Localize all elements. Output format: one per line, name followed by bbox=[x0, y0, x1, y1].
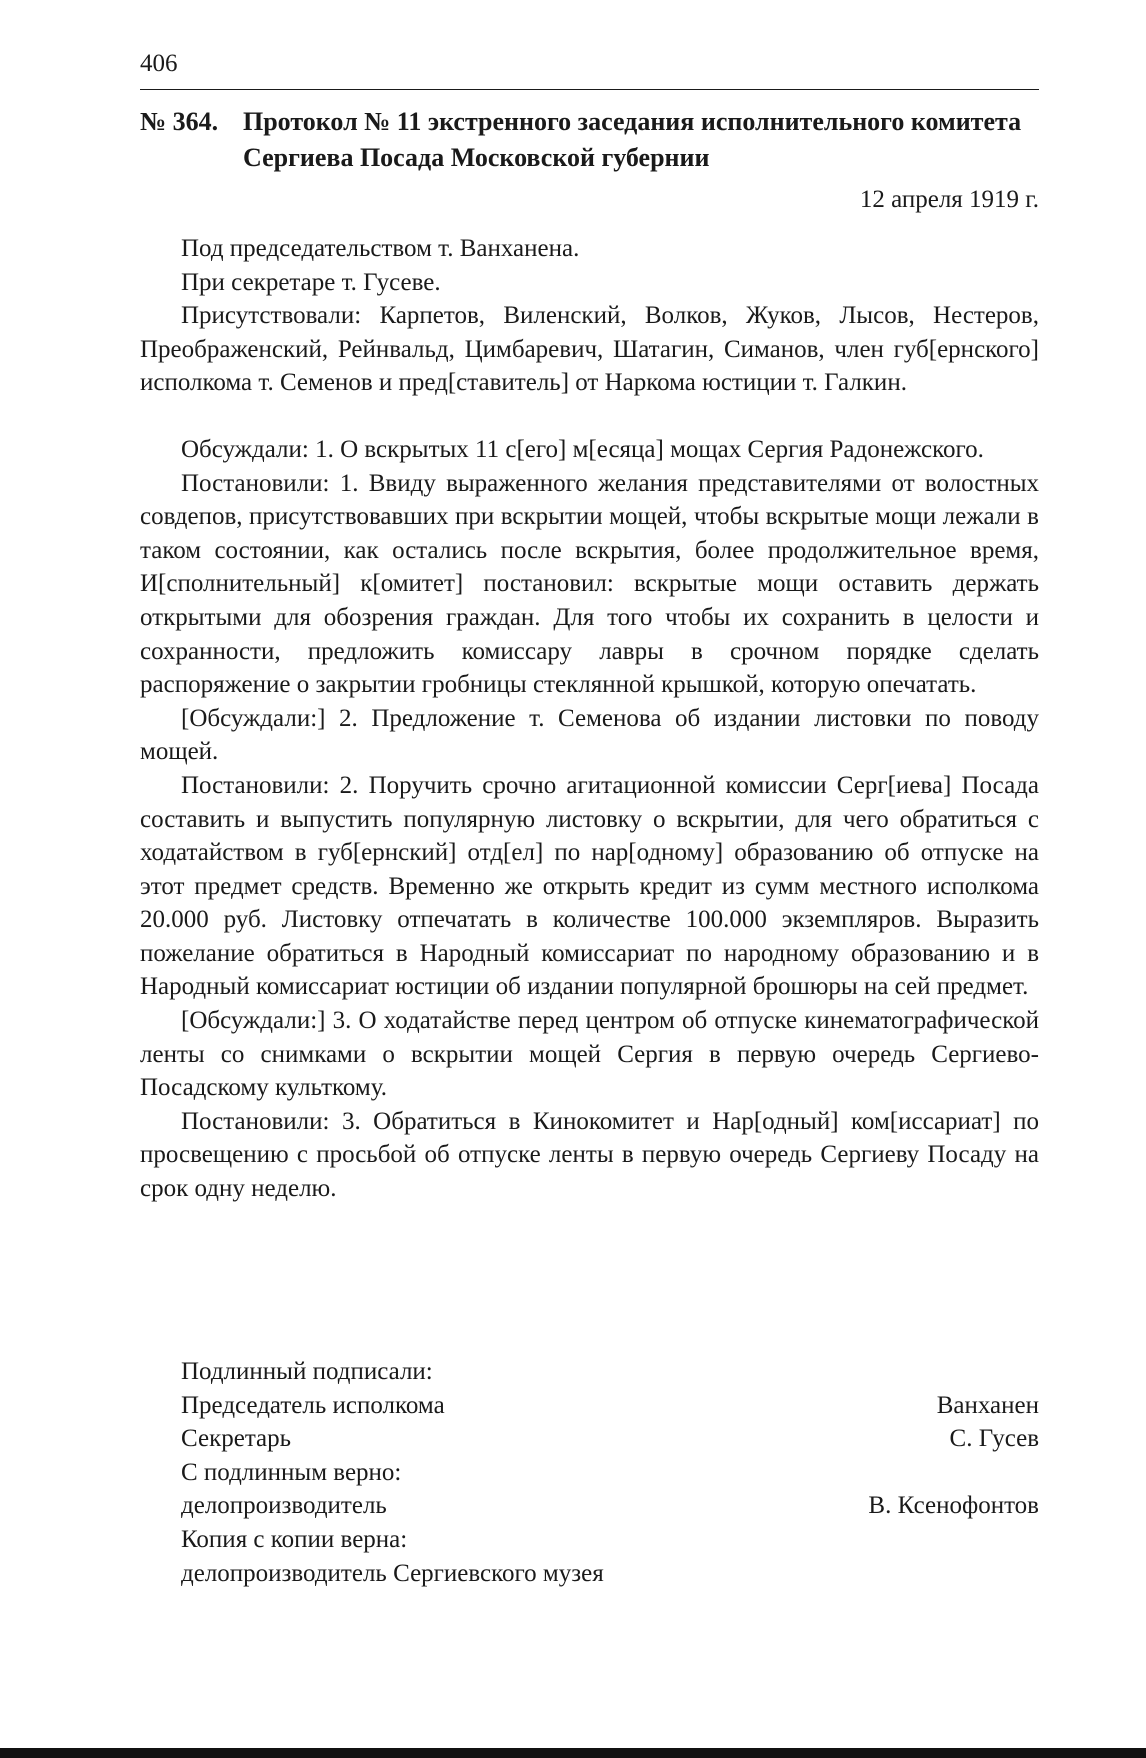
signature-label: делопроизводитель Сергиевского музея bbox=[181, 1559, 604, 1587]
secretary-line: При секретаре т. Гусеве. bbox=[181, 268, 441, 296]
signature-label: делопроизводитель bbox=[181, 1492, 387, 1520]
document-date: 12 апреля 1919 г. bbox=[859, 186, 1039, 213]
resolved-item-3: Постановили: 3. Обратиться в Кинокомитет и Нар[одный] ком[иссариат] по просвещению с просьбой об отпуске ленты в первую очередь Сергиеву Посаду на срок одну неделю. bbox=[140, 1107, 1039, 1203]
signature-row bbox=[181, 1557, 1039, 1591]
discussed-item-3: [Обсуждали:] 3. О ходатайстве перед центром об отпуске кинематографической ленты со снимками о вскрытии мощей Сергия в первую очередь Сергиево-Посадскому культкому. bbox=[140, 1007, 1039, 1102]
signature-row bbox=[181, 1389, 1039, 1423]
signature-name: В. Ксенофонтов bbox=[868, 1492, 1039, 1520]
signature-label: Председатель исполкома bbox=[181, 1391, 445, 1419]
document-number: № 364. bbox=[140, 107, 219, 136]
attendees-paragraph: Присутствовали: Карпетов, Виленский, Волков, Жуков, Лысов, Нестеров, Преображенский, Рейнвальд, Цимбаревич, Шатагин, Симанов, член губ[ернского] исполкома т. Семенов и пред[ставитель] от Наркома юстиции т. Галкин. bbox=[140, 302, 1039, 397]
discussed-item-2: [Обсуждали:] 2. Предложение т. Семенова об издании листовки по поводу мощей. bbox=[140, 704, 1039, 766]
discussed-item-1: Обсуждали: 1. О вскрытых 11 с[его] м[есяца] мощах Сергия Радонежского. bbox=[181, 435, 984, 463]
paragraph-gap bbox=[140, 400, 1039, 433]
signature-label: Подлинный подписали: bbox=[181, 1358, 433, 1385]
signature-row bbox=[181, 1355, 1039, 1389]
document-body bbox=[140, 232, 1039, 1206]
signature-block bbox=[181, 1355, 1039, 1590]
signature-name: С. Гусев bbox=[949, 1425, 1039, 1453]
signature-row bbox=[181, 1523, 1039, 1557]
signature-row bbox=[181, 1422, 1039, 1456]
signature-label: Секретарь bbox=[181, 1425, 292, 1453]
page-number: 406 bbox=[140, 50, 178, 77]
resolved-item-2: Постановили: 2. Поручить срочно агитационной комиссии Серг[иева] Посада составить и выпустить популярную листовку о вскрытии, для чего обратиться с ходатайством в губ[ернский] отд[ел] по нар[одному] образованию об отпуске на этот предмет средств. Временно же открыть кредит из сумм местного исполкома 20.000 руб. Листовку отпечатать в количестве 100.000 экземпляров. Выразить пожелание обратиться в Народный комиссариат по народному образованию и в Народный комиссариат юстиции об издании популярной брошюры на сей предмет. bbox=[140, 771, 1039, 1001]
signature-label: С подлинным верно: bbox=[181, 1458, 402, 1486]
chairman-line: Под председательством т. Ванханена. bbox=[181, 235, 580, 262]
document-title: Протокол № 11 экстренного заседания исполнительного комитета Сергиева Посада Московской губернии bbox=[243, 107, 1022, 172]
signature-label: Копия с копии верна: bbox=[181, 1525, 408, 1553]
signature-row bbox=[181, 1456, 1039, 1490]
resolved-item-1: Постановили: 1. Ввиду выраженного желания представителями от волостных совдепов, присутствовавших при вскрытии мощей, чтобы вскрытые мощи лежали в таком состоянии, как остались после вскрытия, более продолжительное время, И[сполнительный] к[омитет] постановил: вскрытые мощи оставить держать открытыми для обозрения граждан. Для того чтобы их сохранить в целости и сохранности, предложить комиссару лавры в срочном порядке сделать распоряжение о закрытии гробницы стеклянной крышкой, которую опечатать. bbox=[140, 469, 1039, 699]
scan-bottom-edge bbox=[0, 1748, 1146, 1758]
signature-row bbox=[181, 1489, 1039, 1523]
signature-name: Ванханен bbox=[936, 1391, 1039, 1419]
document-heading bbox=[140, 104, 1039, 176]
header-rule bbox=[140, 89, 1039, 90]
